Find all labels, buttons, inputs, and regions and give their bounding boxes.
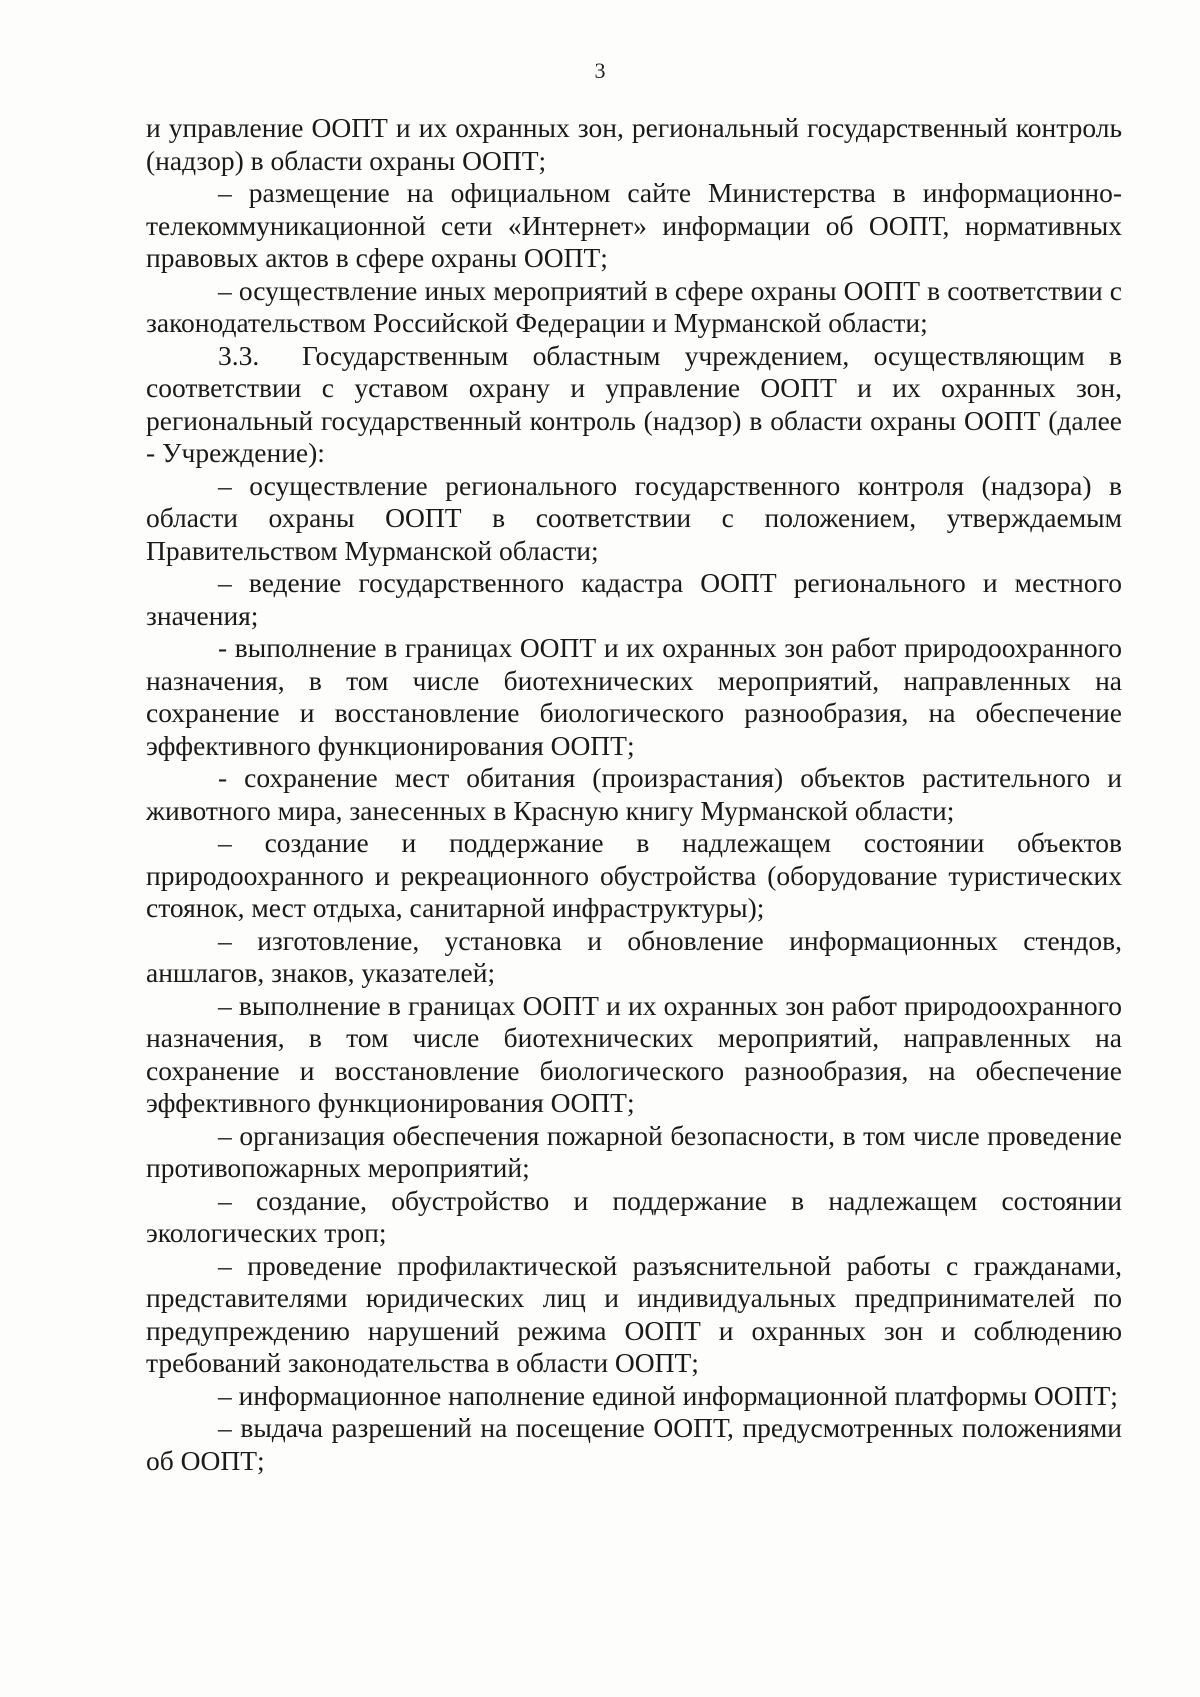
list-item-control: – осуществление регионального государственного контроля (надзора) в области охраны ООПТ в соответствии с положением, утверждаемым Правительством Мурманской области;	[146, 469, 1122, 566]
list-item-permits: – выдача разрешений на посещение ООПТ, предусмотренных положениями об ООПТ;	[146, 1412, 1122, 1476]
section-3-3	[146, 340, 1122, 470]
document-body	[146, 112, 1122, 1477]
list-item-infrastructure: – создание и поддержание в надлежащем состоянии объектов природоохранного и рекреационного обустройства (оборудование туристических стоянок, мест отдыха, санитарной инфраструктуры);	[146, 827, 1122, 923]
list-item-habitats: - сохранение мест обитания (произрастания) объектов растительного и животного мира, занесенных в Красную книгу Мурманской области;	[146, 762, 1122, 826]
paragraph-continuation: и управление ООПТ и их охранных зон, региональный государственный контроль (надзор) в области охраны ООПТ;	[146, 112, 1122, 176]
list-item-stands: – изготовление, установка и обновление информационных стендов, аншлагов, знаков, указателей;	[146, 924, 1122, 988]
section-3-3-text: Государственным областным учреждением, осуществляющим в соответствии с уставом охрану и управление ООПТ и их охранных зон, региональный государственный контроль (надзор) в области охраны ООПТ (далее - Учреждение):	[146, 339, 1122, 468]
list-item-works-2: – выполнение в границах ООПТ и их охранных зон работ природоохранного назначения, в том числе биотехнических мероприятий, направленных на сохранение и восстановление биологического разнообразия, на обеспечение эффективного функционирования ООПТ;	[146, 989, 1122, 1118]
list-item-other-measures: – осуществление иных мероприятий в сфере охраны ООПТ в соответствии с законодательством Российской Федерации и Мурманской области;	[146, 274, 1122, 338]
list-item-platform: – информационное наполнение единой информационной платформы ООПТ;	[218, 1379, 1118, 1411]
list-item-prevention: – проведение профилактической разъяснительной работы с гражданами, представителями юридических лиц и индивидуальных предпринимателей по предупреждению нарушений режима ООПТ и охранных зон и соблюдению требований законодательства в области ООПТ;	[146, 1249, 1122, 1378]
page-number: 3	[594, 58, 606, 83]
section-number: 3.3.	[218, 339, 260, 371]
list-item-cadastre: – ведение государственного кадастра ООПТ регионального и местного значения;	[146, 567, 1122, 631]
list-item-trails: – создание, обустройство и поддержание в надлежащем состоянии экологических троп;	[146, 1184, 1122, 1248]
list-item-works-1: - выполнение в границах ООПТ и их охранных зон работ природоохранного назначения, в том числе биотехнических мероприятий, направленных на сохранение и восстановление биологического разнообразия, на обеспечение эффективного функционирования ООПТ;	[146, 632, 1122, 761]
list-item-website: – размещение на официальном сайте Министерства в информационно-телекоммуникационной сети «Интернет» информации об ООПТ, нормативных правовых актов в сфере охраны ООПТ;	[146, 177, 1122, 273]
list-item-fire-safety: – организация обеспечения пожарной безопасности, в том числе проведение противопожарных мероприятий;	[146, 1119, 1122, 1183]
